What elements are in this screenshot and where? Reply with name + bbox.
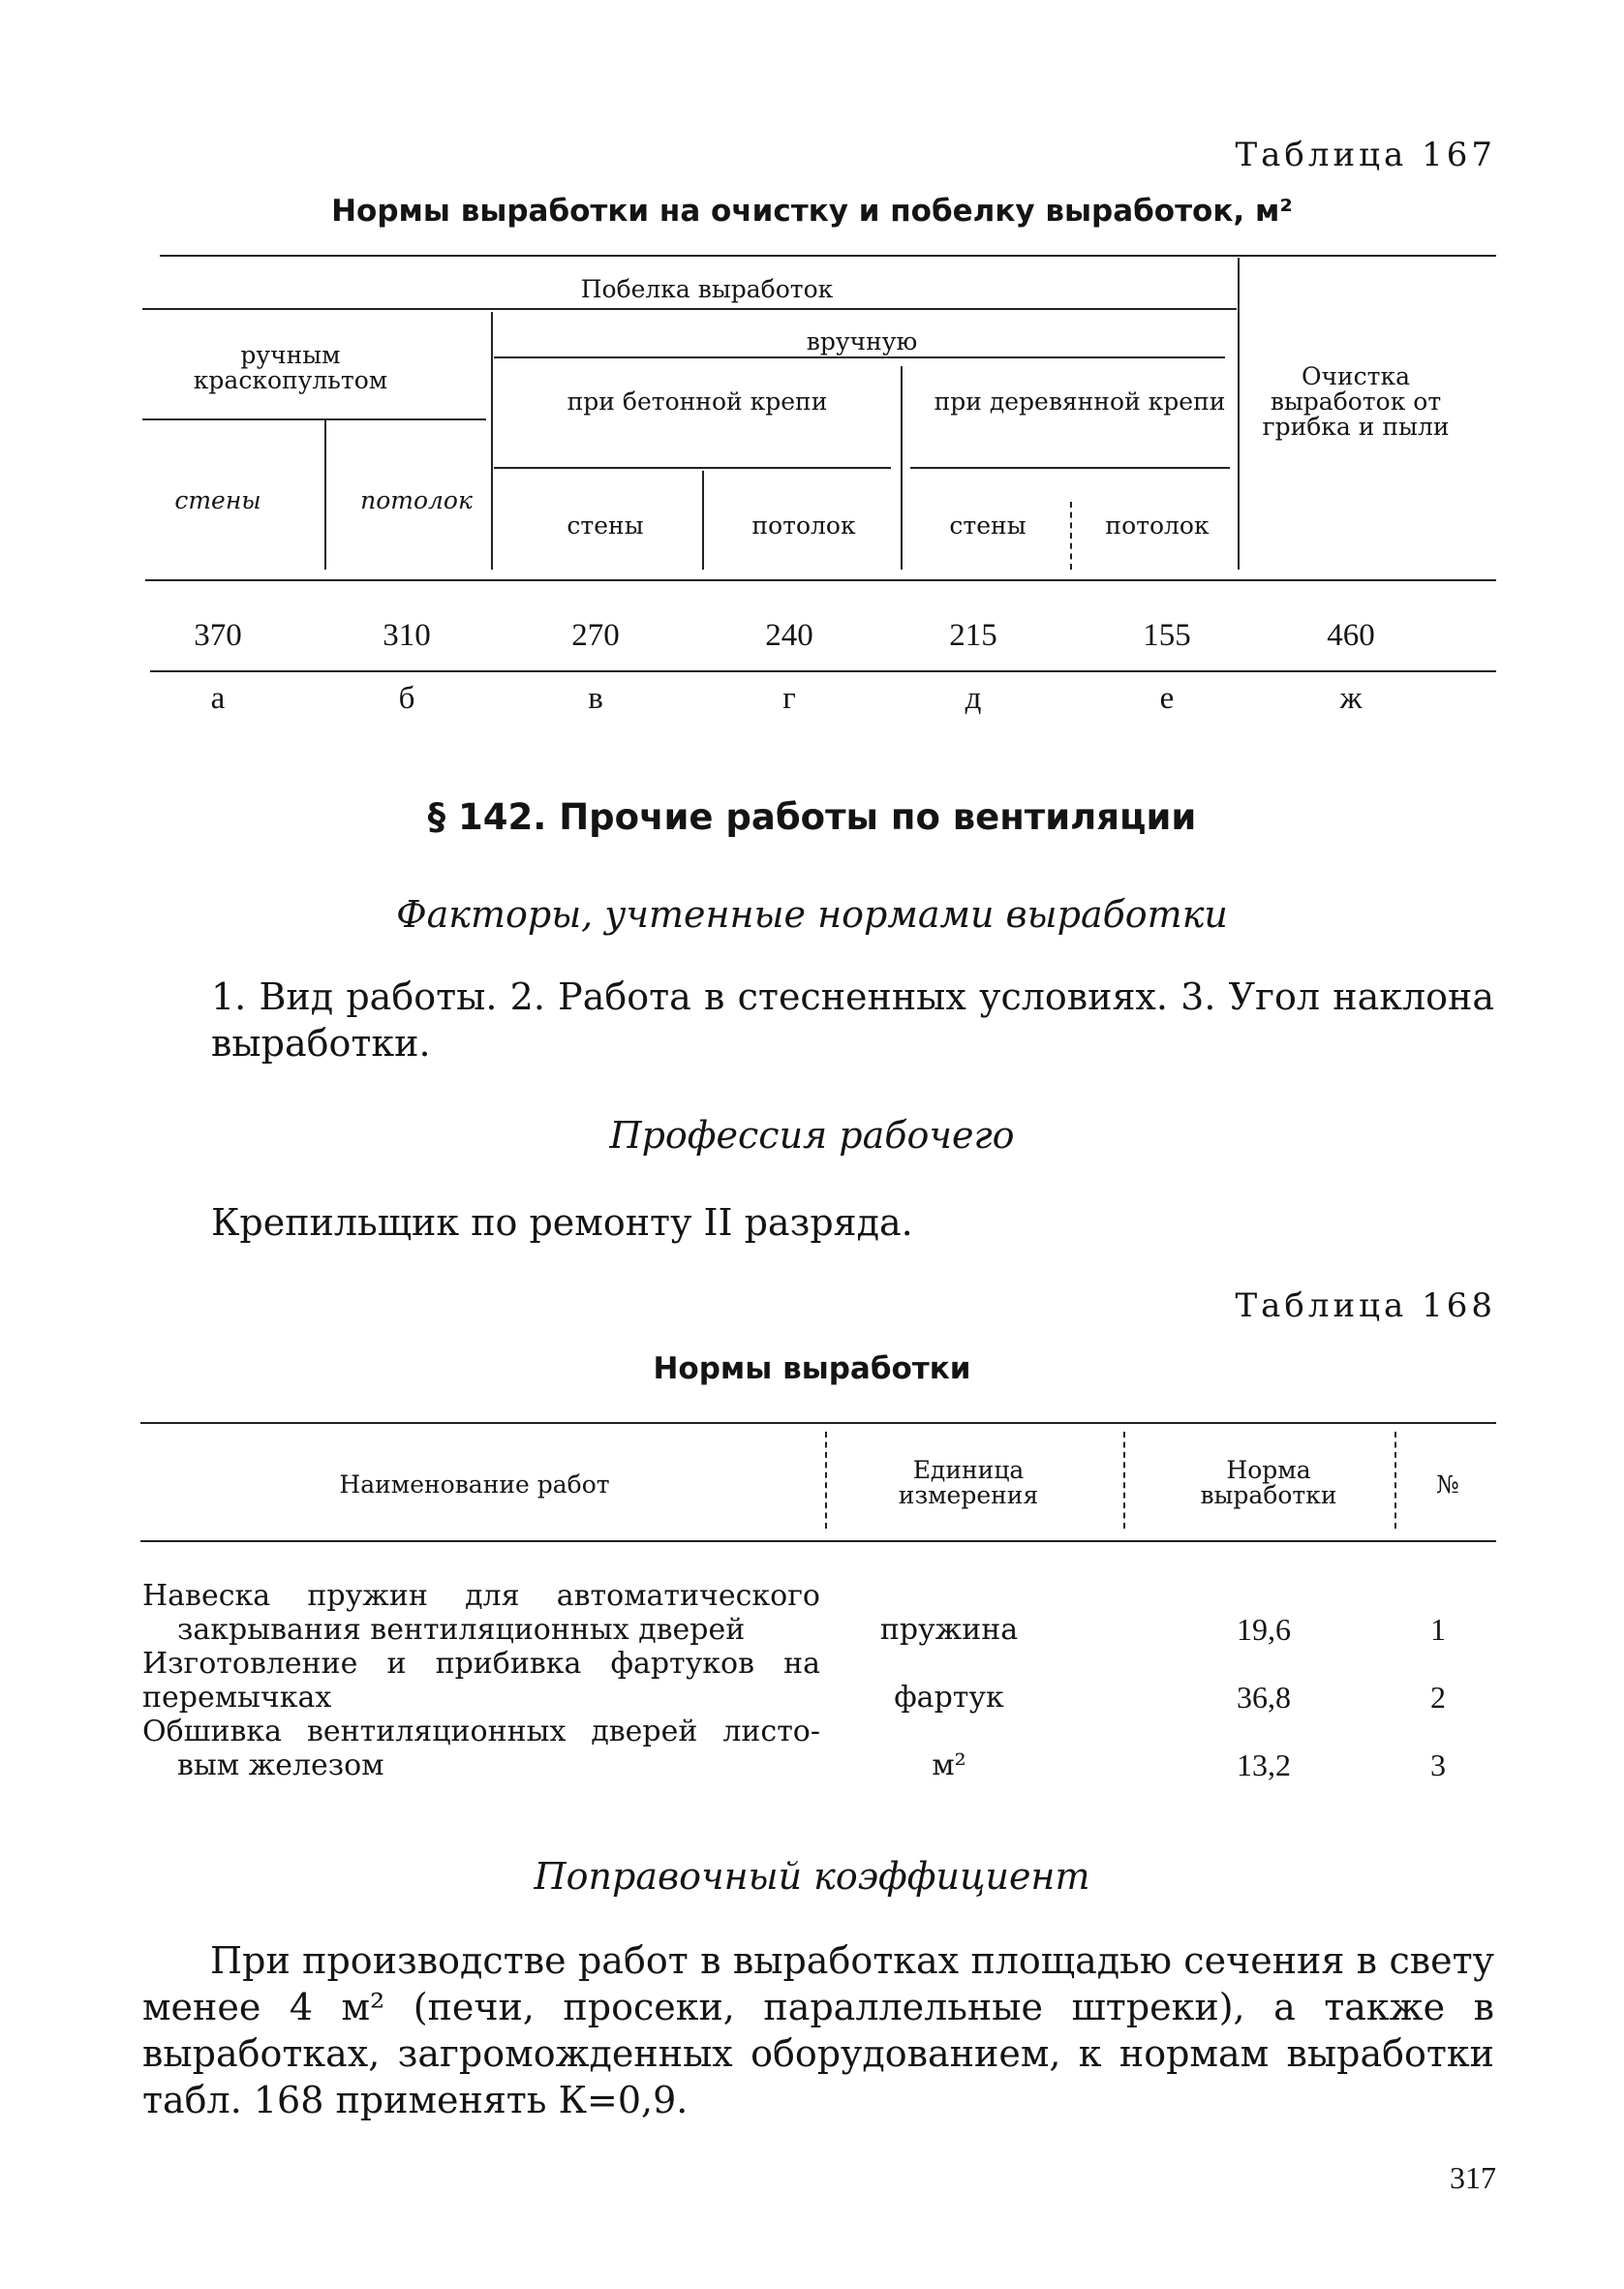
header-steny-a: стены bbox=[174, 486, 261, 514]
header-beton: при бетонной крепи bbox=[567, 387, 828, 416]
table-167-col-divider bbox=[1238, 258, 1240, 570]
header-vruchnuyu: вручную bbox=[806, 327, 918, 356]
value-zh: 460 bbox=[1327, 618, 1375, 653]
row-1-num: 1 bbox=[1430, 1612, 1446, 1647]
table-167-rule bbox=[494, 356, 1225, 358]
table-168-col-divider bbox=[1394, 1432, 1396, 1529]
table-167-col-divider bbox=[702, 471, 704, 570]
profession-text: Крепильщик по ремонту II разряда. bbox=[211, 1201, 913, 1244]
letter-zh: ж bbox=[1339, 681, 1363, 716]
value-e: 155 bbox=[1143, 618, 1191, 653]
letter-d: д bbox=[965, 681, 982, 716]
table-168-title: Нормы выработки bbox=[653, 1351, 971, 1386]
row-3-name-line2: вым железом bbox=[177, 1748, 384, 1782]
table-167-header-bottom-rule bbox=[145, 579, 1496, 581]
row-3-num: 3 bbox=[1430, 1748, 1446, 1782]
correction-heading: Поправочный коэффициент bbox=[534, 1855, 1090, 1898]
letter-b: б bbox=[398, 681, 415, 716]
header-norm: Норма выработки bbox=[1200, 1456, 1337, 1509]
row-3-unit: м² bbox=[932, 1748, 966, 1782]
value-d: 215 bbox=[949, 618, 997, 653]
table-167-rule bbox=[142, 418, 486, 420]
value-b: 310 bbox=[383, 618, 431, 653]
header-ruchnym: ручным краскопультом bbox=[193, 341, 388, 394]
factors-text: 1. Вид работы. 2. Работа в стесненных условиях. 3. Угол наклона выработки. bbox=[211, 975, 1494, 1065]
header-potolok-g: потолок bbox=[751, 511, 856, 540]
row-3-name-line1: Обшивка вентиляционных дверей листо- bbox=[142, 1715, 820, 1748]
header-potolok-b: потолок bbox=[360, 486, 473, 514]
header-pobelka: Побелка выработок bbox=[580, 275, 834, 303]
header-unit: Единица измерения bbox=[898, 1456, 1039, 1509]
row-1-unit: пружина bbox=[879, 1613, 1019, 1647]
row-2-unit: фартук bbox=[894, 1681, 1004, 1715]
table-167-title: Нормы выработки на очистку и побелку выработок, м² bbox=[331, 194, 1293, 229]
table-167-col-divider bbox=[1070, 502, 1072, 570]
value-a: 370 bbox=[194, 618, 242, 653]
table-167-col-divider bbox=[901, 366, 903, 570]
table-168-header-bottom-rule bbox=[140, 1540, 1496, 1542]
row-1-name-line2: закрывания вентиляционных дверей bbox=[177, 1613, 746, 1647]
table-168-col-divider bbox=[825, 1432, 827, 1529]
row-2-name-line1: Изготовление и прибивка фартуков на bbox=[142, 1647, 820, 1681]
factors-heading: Факторы, учтенные нормами выработки bbox=[396, 893, 1228, 936]
row-1-name-line1: Навеска пружин для автоматического bbox=[142, 1579, 820, 1613]
header-steny-v: стены bbox=[567, 511, 644, 540]
row-3-norm: 13,2 bbox=[1237, 1748, 1291, 1782]
table-167-values-rule bbox=[150, 670, 1496, 672]
table-167-rule bbox=[142, 308, 1237, 310]
table-167-rule bbox=[494, 467, 891, 469]
correction-text: При производстве работ в выработках площадью сечения в свету менее 4 м² (печи, просеки, параллельные штреки), а также в выработках, загроможденных оборудованием, к нормам выработки табл. 168 применять К=0,9. bbox=[142, 1939, 1494, 2121]
header-steny-d: стены bbox=[949, 511, 1026, 540]
page-number: 317 bbox=[1450, 2160, 1496, 2195]
header-ochistka: Очистка выработок от грибка и пыли bbox=[1262, 362, 1450, 441]
section-142-title: § 142. Прочие работы по вентиляции bbox=[427, 796, 1197, 838]
header-name: Наименование работ bbox=[339, 1470, 610, 1499]
row-1-norm: 19,6 bbox=[1237, 1612, 1291, 1647]
table-167-rule bbox=[910, 467, 1230, 469]
row-2-num: 2 bbox=[1430, 1680, 1446, 1715]
table-168-caption: Таблица 168 bbox=[1235, 1286, 1496, 1325]
profession-heading: Профессия рабочего bbox=[609, 1114, 1015, 1157]
table-168-col-divider bbox=[1123, 1432, 1125, 1529]
letter-e: е bbox=[1159, 681, 1175, 716]
row-2-norm: 36,8 bbox=[1237, 1680, 1291, 1715]
letter-a: а bbox=[210, 681, 226, 716]
header-num: № bbox=[1436, 1470, 1459, 1499]
value-g: 240 bbox=[765, 618, 813, 653]
table-167-col-divider bbox=[324, 420, 326, 570]
letter-g: г bbox=[782, 681, 796, 716]
header-derevo: при деревянной крепи bbox=[934, 387, 1226, 416]
header-potolok-e: потолок bbox=[1105, 511, 1210, 540]
table-168-top-rule bbox=[140, 1422, 1496, 1424]
table-167-col-divider bbox=[491, 312, 493, 570]
table-167-top-rule bbox=[160, 255, 1496, 257]
row-2-name-line2: перемычках bbox=[142, 1681, 332, 1715]
value-v: 270 bbox=[571, 618, 620, 653]
table-167-caption: Таблица 167 bbox=[1235, 136, 1496, 174]
letter-v: в bbox=[588, 681, 603, 716]
